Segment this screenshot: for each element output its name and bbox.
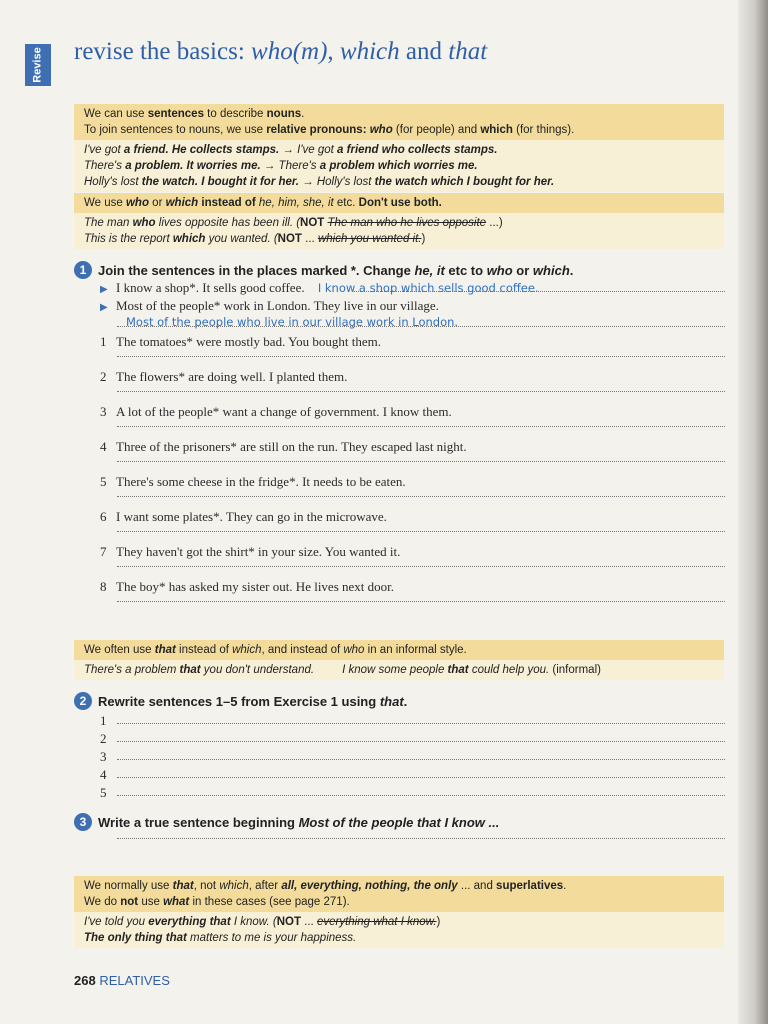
answer-line[interactable]	[117, 795, 725, 796]
answer-line[interactable]	[117, 759, 725, 760]
example-sentence-1: ▶ I know a shop*. It sells good coffee. I know a shop which sells good coffee.	[100, 280, 725, 298]
triangle-bullet-icon: ▶	[100, 302, 108, 313]
item-sentence: Three of the prisoners* are still on the run. They escaped last night.	[116, 439, 467, 454]
example-lines: I've got a friend. He collects stamps. → I've got a friend who collects stamps. There's a problem. It worries me. → There's a problem which worries me. Holly's lost the watch. I bought it for her. → Holly's lost the watch which I bought for her.	[74, 140, 724, 192]
item-sentence: The flowers* are doing well. I planted them.	[116, 369, 348, 384]
triangle-bullet-icon: ▶	[100, 284, 108, 295]
rule-line: We often use that instead of which, and instead of who in an informal style.	[74, 640, 724, 660]
rule-line: We can use sentences to describe nouns. To join sentences to nouns, we use relative pronouns: who (for people) and which (for things).	[74, 104, 724, 140]
item-number: 7	[100, 544, 107, 559]
item-number: 2	[100, 369, 107, 384]
answer-row[interactable]	[100, 713, 725, 729]
answer-line[interactable]	[117, 599, 725, 602]
row-number: 3	[100, 749, 107, 764]
answer-line[interactable]	[117, 389, 725, 392]
page-number: 268	[74, 973, 96, 988]
section-name: RELATIVES	[99, 973, 170, 988]
item-number: 1	[100, 334, 107, 349]
answer-line[interactable]	[117, 529, 725, 532]
item-number: 8	[100, 579, 107, 594]
revise-side-tab	[25, 44, 51, 86]
answer-line[interactable]	[117, 723, 725, 724]
item-number: 5	[100, 474, 107, 489]
answer-line[interactable]	[117, 354, 725, 357]
item-number: 6	[100, 509, 107, 524]
page-footer	[74, 973, 170, 988]
row-number: 5	[100, 785, 107, 800]
exercise-item	[100, 509, 725, 525]
item-sentence: I want some plates*. They can go in the microwave.	[116, 509, 387, 524]
answer-row[interactable]	[100, 767, 725, 783]
grammar-box-that	[74, 640, 724, 680]
item-sentence: The tomatoes* were mostly bad. You bought them.	[116, 334, 382, 349]
grammar-box-relative-pronouns	[74, 104, 724, 249]
exercise-2-heading	[74, 692, 407, 710]
answer-line[interactable]	[117, 424, 725, 427]
exercise-number-badge: 1	[74, 261, 92, 279]
exercise-number-badge: 3	[74, 813, 92, 831]
exercise-number-badge: 2	[74, 692, 92, 710]
exercise-item	[100, 579, 725, 595]
side-tab-label: Revise	[32, 47, 45, 83]
rule-line: We normally use that, not which, after all, everything, nothing, the only ... and superlatives. We do not use what in these cases (see page 271).	[74, 876, 724, 912]
row-number: 1	[100, 713, 107, 728]
answer-line[interactable]	[117, 494, 725, 497]
example-answer-1: I know a shop which sells good coffee.	[317, 281, 539, 295]
exercise-item	[100, 334, 725, 350]
item-sentence: They haven't got the shirt* in your size. You wanted it.	[116, 544, 401, 559]
answer-row[interactable]	[100, 785, 725, 801]
exercise-1-instruction: Join the sentences in the places marked *. Change he, it etc to who or which.	[98, 262, 574, 278]
page-title: revise the basics: who(m), which and that	[74, 38, 488, 65]
answer-line[interactable]	[117, 459, 725, 462]
example-answer-2: Most of the people who live in our village work in London.	[126, 315, 459, 329]
item-sentence: There's some cheese in the fridge*. It needs to be eaten.	[116, 474, 406, 489]
answer-row[interactable]	[100, 749, 725, 765]
exercise-item	[100, 474, 725, 490]
exercise-item	[100, 369, 725, 385]
item-number: 3	[100, 404, 107, 419]
answer-line[interactable]	[117, 777, 725, 778]
row-number: 2	[100, 731, 107, 746]
answer-line	[352, 289, 725, 292]
example-lines: There's a problem that you don't understand. I know some people that could help you. (informal)	[74, 660, 724, 680]
item-number: 4	[100, 439, 107, 454]
example-lines: The man who lives opposite has been ill. (NOT The man who he lives opposite ...) This is the report which you wanted. (NOT ... which you wanted it.)	[74, 213, 724, 249]
page-gutter-shadow	[738, 0, 768, 1024]
answer-line	[117, 836, 725, 839]
item-sentence: The boy* has asked my sister out. He lives next door.	[116, 579, 395, 594]
exercise-3-instruction: Write a true sentence beginning Most of the people that I know ...	[98, 814, 500, 830]
exercise-2-instruction: Rewrite sentences 1–5 from Exercise 1 using that.	[98, 693, 408, 709]
exercise-1-heading	[74, 261, 573, 279]
exercise-item	[100, 439, 725, 455]
answer-row[interactable]	[100, 731, 725, 747]
row-number: 4	[100, 767, 107, 782]
item-sentence: A lot of the people* want a change of government. I know them.	[116, 404, 452, 419]
answer-line[interactable]	[117, 741, 725, 742]
exercise-item	[100, 544, 725, 560]
exercise-item	[100, 404, 725, 420]
rule-line: We use who or which instead of he, him, she, it etc. Don't use both.	[74, 193, 724, 213]
example-sentence-2: ▶ Most of the people* work in London. They live in our village.	[100, 298, 725, 316]
answer-line[interactable]	[117, 564, 725, 567]
exercise-3-heading	[74, 813, 499, 831]
answer-line	[117, 324, 725, 327]
example-lines: I've told you everything that I know. (NOT ... everything what I know.) The only thing that matters to me is your happiness.	[74, 912, 724, 948]
grammar-box-that-after-all	[74, 876, 724, 948]
